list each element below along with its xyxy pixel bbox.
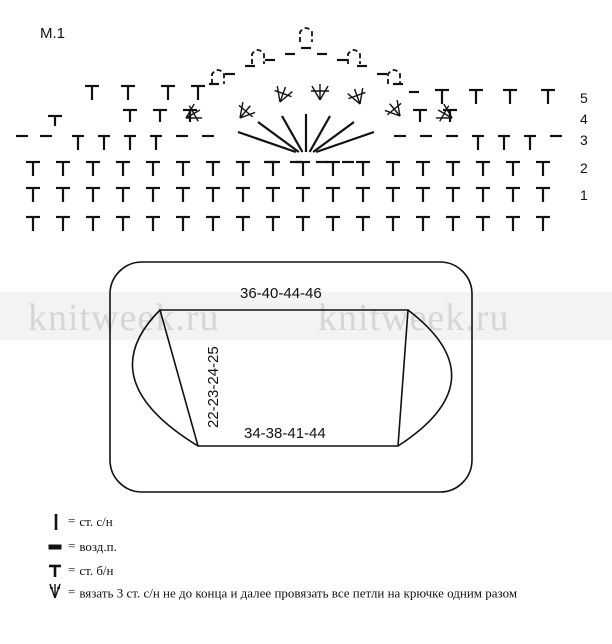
single-crochet-symbol [469,90,483,104]
single-crochet-symbol [56,188,70,202]
single-crochet-symbol [206,162,220,176]
single-crochet-symbol [435,90,449,104]
chart-title: М.1 [40,25,66,42]
single-crochet-symbol [206,188,220,202]
single-crochet-symbol [146,217,160,231]
cluster-symbol [233,100,257,124]
single-crochet-symbol [446,188,460,202]
single-crochet-symbol [26,217,40,231]
single-crochet-symbol [356,217,370,231]
picot-chain-symbol [212,70,224,84]
single-crochet-symbol [116,217,130,231]
single-crochet-symbol [176,188,190,202]
single-crochet-symbol [236,217,250,231]
single-crochet-symbol [146,188,160,202]
single-crochet-symbol [386,217,400,231]
row-number-3: 3 [580,132,588,148]
watermark-text-left: knitweek.ru [28,297,220,339]
row-number-4: 4 [580,111,588,127]
row-number-1: 1 [580,187,588,203]
legend-text: ст. с/н [79,514,113,530]
single-crochet-symbol [476,217,490,231]
single-crochet-symbol [326,217,340,231]
single-crochet-symbol [413,110,427,122]
single-crochet-symbol [236,188,250,202]
single-crochet-symbol [153,110,167,122]
single-crochet-symbol [503,90,517,104]
single-crochet-symbol [85,86,99,100]
single-crochet-symbol [191,86,205,100]
picot-chain-symbol [388,70,400,84]
single-crochet-symbol [446,162,460,176]
single-crochet-symbol [86,217,100,231]
single-crochet-symbol [506,217,520,231]
single-crochet-symbol [86,188,100,202]
single-crochet-symbol [386,188,400,202]
cluster-symbol [434,102,457,126]
single-crochet-symbol [536,162,550,176]
bottom-measurement: 34-38-41-44 [244,425,326,442]
single-crochet-symbol [176,217,190,231]
legend-item-single-crochet: = ст. б/н [68,562,114,579]
picot-chain-symbol [300,28,312,42]
single-crochet-symbol [56,162,70,176]
single-crochet-symbol [416,188,430,202]
single-crochet-symbol [121,86,135,100]
single-crochet-symbol [176,162,190,176]
single-crochet-symbol [116,188,130,202]
single-crochet-symbol [296,217,310,231]
single-crochet-symbol [476,162,490,176]
single-crochet-symbol [386,162,400,176]
cluster-symbol [383,98,407,122]
single-crochet-symbol [161,86,175,100]
single-crochet-symbol [296,162,310,176]
row-number-2: 2 [580,160,588,176]
single-crochet-symbol [236,162,250,176]
side-measurement: 22-23-24-25 [205,346,222,428]
legend-text: вязать 3 ст. с/н не до конца и далее провязать все петли на крючке одним разом [79,585,518,601]
watermark-text-right: knitweek.ru [318,297,510,339]
stitch-chart [16,28,562,231]
legend-text: ст. б/н [79,563,114,579]
single-crochet-symbol [356,188,370,202]
single-crochet-symbol [536,217,550,231]
legend-item-cluster: = вязать 3 ст. с/н не до конца и далее провязать все петли на крючке одним разом [68,584,518,601]
single-crochet-symbol [116,162,130,176]
single-crochet-symbol [26,188,40,202]
single-crochet-symbol [356,162,370,176]
double-crochet-symbol [316,132,374,152]
single-crochet-symbol [326,162,340,176]
single-crochet-symbol [56,217,70,231]
single-crochet-symbol [26,162,40,176]
legend-text: возд.п. [79,539,117,555]
single-crochet-symbol [416,162,430,176]
legend-item-double-crochet: = ст. с/н [68,513,113,530]
cluster-symbol [346,86,368,107]
single-crochet-symbol [48,116,62,126]
single-crochet-symbol [146,162,160,176]
cluster-symbol [272,84,294,105]
cluster-symbol [182,102,205,126]
single-crochet-symbol [266,217,280,231]
single-crochet-symbol [266,162,280,176]
single-crochet-symbol [86,162,100,176]
single-crochet-symbol [506,188,520,202]
single-crochet-symbol [206,217,220,231]
single-crochet-symbol [536,188,550,202]
single-crochet-symbol [416,217,430,231]
double-crochet-symbol [238,132,296,152]
cluster-symbol [311,84,329,100]
single-crochet-symbol [326,188,340,202]
picot-chain-symbol [252,50,264,64]
picot-chain-symbol [348,50,360,64]
single-crochet-symbol [266,188,280,202]
single-crochet-symbol [506,162,520,176]
top-measurement: 36-40-44-46 [240,285,322,302]
row-number-5: 5 [580,90,588,106]
single-crochet-symbol [476,188,490,202]
legend-item-chain: = возд.п. [68,538,117,555]
single-crochet-symbol [296,188,310,202]
single-crochet-symbol [541,90,555,104]
single-crochet-symbol [446,217,460,231]
single-crochet-symbol [123,110,137,122]
